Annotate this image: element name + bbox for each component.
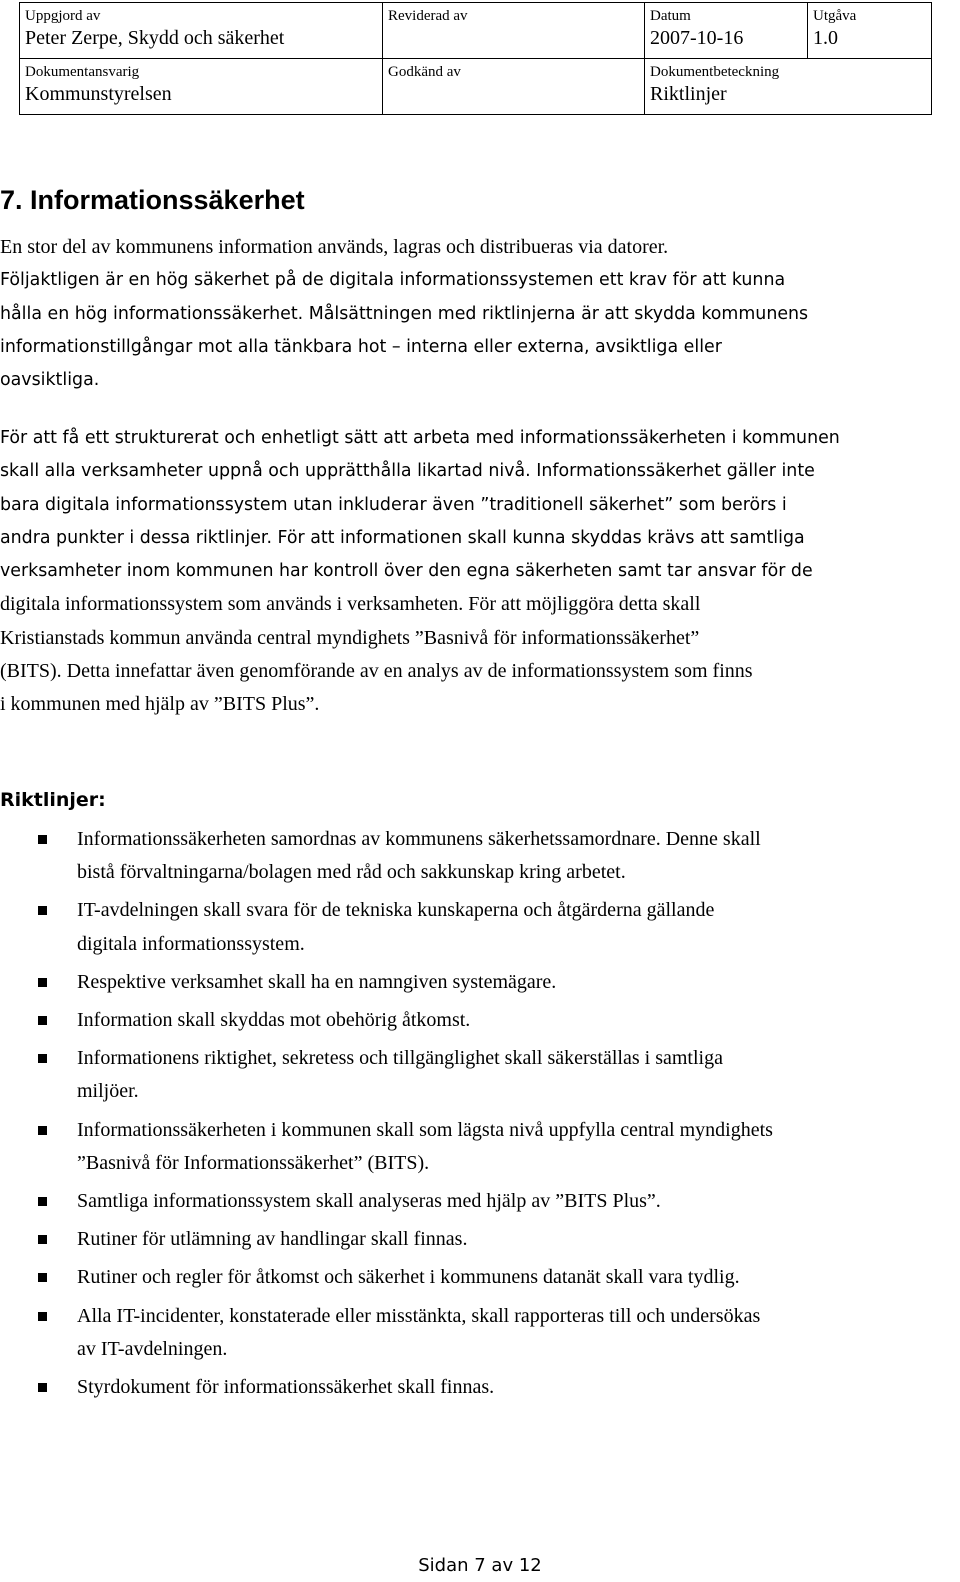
paragraph-line: informationstillgångar mot alla tänkbara hot – interna eller externa, avsiktliga eller xyxy=(0,336,722,357)
list-item-line: Information skall skyddas mot obehörig åtkomst. xyxy=(77,1009,471,1032)
intro-paragraph xyxy=(0,231,960,397)
header-cell-ansvarig xyxy=(20,59,383,115)
header-cell-reviderad xyxy=(383,3,645,59)
paragraph-line: hålla en hög informationssäkerhet. Målsättningen med riktlinjerna är att skydda kommunens xyxy=(0,303,809,324)
list-item-line: Rutiner och regler för åtkomst och säkerhet i kommunens datanät skall vara tydlig. xyxy=(77,1266,740,1289)
list-item xyxy=(0,966,960,999)
list-item xyxy=(0,894,960,960)
list-item-line: Informationssäkerheten i kommunen skall som lägsta nivå uppfylla central myndighets xyxy=(77,1118,773,1141)
header-label: Datum xyxy=(650,8,691,24)
paragraph-line: verksamheter inom kommunen har kontroll över den egna säkerheten samt tar ansvar för de xyxy=(0,561,813,582)
bullet-icon xyxy=(38,1197,47,1206)
paragraph-line: Kristianstads kommun använda central myndighets ”Basnivå för informationssäkerhet” xyxy=(0,626,700,649)
header-value: Riktlinjer xyxy=(650,83,727,105)
bullet-icon xyxy=(38,906,47,915)
bullet-icon xyxy=(38,1126,47,1135)
paragraph-line: andra punkter i dessa riktlinjer. För att informationen skall kunna skyddas krävs att samtliga xyxy=(0,527,805,548)
header-value: Peter Zerpe, Skydd och säkerhet xyxy=(25,27,285,49)
paragraph-line: digitala informationssystem som används i verksamheten. För att möjliggöra detta skall xyxy=(0,593,701,616)
bullet-icon xyxy=(38,835,47,844)
paragraph-line: i kommunen med hjälp av ”BITS Plus”. xyxy=(0,693,320,716)
paragraph-line: oavsiktliga. xyxy=(0,370,100,391)
list-item-line: miljöer. xyxy=(77,1080,139,1103)
list-item-line: Respektive verksamhet skall ha en namngiven systemägare. xyxy=(77,970,557,993)
bullet-icon xyxy=(38,1312,47,1321)
guidelines-heading: Riktlinjer: xyxy=(0,789,106,811)
list-item-line: av IT-avdelningen. xyxy=(77,1337,228,1360)
guidelines-list xyxy=(0,823,960,1404)
list-item xyxy=(0,1185,960,1218)
header-value: 1.0 xyxy=(813,27,838,49)
list-item xyxy=(0,823,960,889)
list-item-line: Alla IT-incidenter, konstaterade eller misstänkta, skall rapporteras till och undersökas xyxy=(77,1304,761,1327)
bullet-icon xyxy=(38,1235,47,1244)
bullet-icon xyxy=(38,1273,47,1282)
list-item-line: Styrdokument för informationssäkerhet skall finnas. xyxy=(77,1376,495,1399)
paragraph-line: bara digitala informationssystem utan inkluderar även ”traditionell säkerhet” som berörs i xyxy=(0,494,787,515)
header-cell-godkand xyxy=(383,59,645,115)
section-title: 7. Informationssäkerhet xyxy=(0,185,305,215)
bullet-icon xyxy=(38,978,47,987)
list-item xyxy=(0,1223,960,1256)
list-item-line: bistå förvaltningarna/bolagen med råd och sakkunskap kring arbetet. xyxy=(77,861,626,884)
header-cell-utgava xyxy=(808,3,932,59)
list-item xyxy=(0,1004,960,1037)
list-item-line: digitala informationssystem. xyxy=(77,932,305,955)
list-item-line: Samtliga informationssystem skall analyseras med hjälp av ”BITS Plus”. xyxy=(77,1190,661,1213)
list-item-line: Rutiner för utlämning av handlingar skall finnas. xyxy=(77,1228,468,1251)
header-label: Dokumentbeteckning xyxy=(650,64,780,80)
paragraph-line: skall alla verksamheter uppnå och upprätthålla likartad nivå. Informationssäkerhet gäller inte xyxy=(0,461,815,482)
paragraph-line: För att få ett strukturerat och enhetligt sätt att arbeta med informationssäkerheten i kommunen xyxy=(0,428,840,448)
list-item xyxy=(0,1261,960,1294)
list-item xyxy=(0,1371,960,1404)
list-item xyxy=(0,1300,960,1366)
header-cell-datum xyxy=(645,3,808,59)
page-number: Sidan 7 av 12 xyxy=(418,1555,542,1576)
bullet-icon xyxy=(38,1016,47,1025)
header-label: Reviderad av xyxy=(388,8,468,24)
list-item-line: ”Basnivå för Informationssäkerhet” (BITS). xyxy=(77,1151,430,1174)
header-cell-beteckning xyxy=(645,59,932,115)
header-label: Dokumentansvarig xyxy=(25,64,140,80)
header-label: Utgåva xyxy=(813,8,857,24)
paragraph-line: En stor del av kommunens information används, lagras och distribueras via datorer. xyxy=(0,236,669,258)
header-label: Uppgjord av xyxy=(25,8,101,24)
bullet-icon xyxy=(38,1383,47,1392)
header-cell-uppgjord xyxy=(20,3,383,59)
header-value: Kommunstyrelsen xyxy=(25,83,172,105)
list-item-line: Informationssäkerheten samordnas av kommunens säkerhetssamordnare. Denne skall xyxy=(77,828,761,850)
list-item xyxy=(0,1114,960,1180)
header-value: 2007-10-16 xyxy=(650,27,744,49)
body-paragraph xyxy=(0,422,960,722)
bullet-icon xyxy=(38,1054,47,1063)
paragraph-line: (BITS). Detta innefattar även genomförande av en analys av de informationssystem som finns xyxy=(0,660,753,683)
header-label: Godkänd av xyxy=(388,64,461,80)
paragraph-line: Följaktligen är en hög säkerhet på de digitala informationssystemen ett krav för att kunna xyxy=(0,270,786,291)
list-item-line: Informationens riktighet, sekretess och tillgänglighet skall säkerställas i samtliga xyxy=(77,1047,723,1070)
list-item-line: IT-avdelningen skall svara för de tekniska kunskaperna och åtgärderna gällande xyxy=(77,899,715,922)
document-header-table xyxy=(19,2,932,115)
list-item xyxy=(0,1042,960,1108)
